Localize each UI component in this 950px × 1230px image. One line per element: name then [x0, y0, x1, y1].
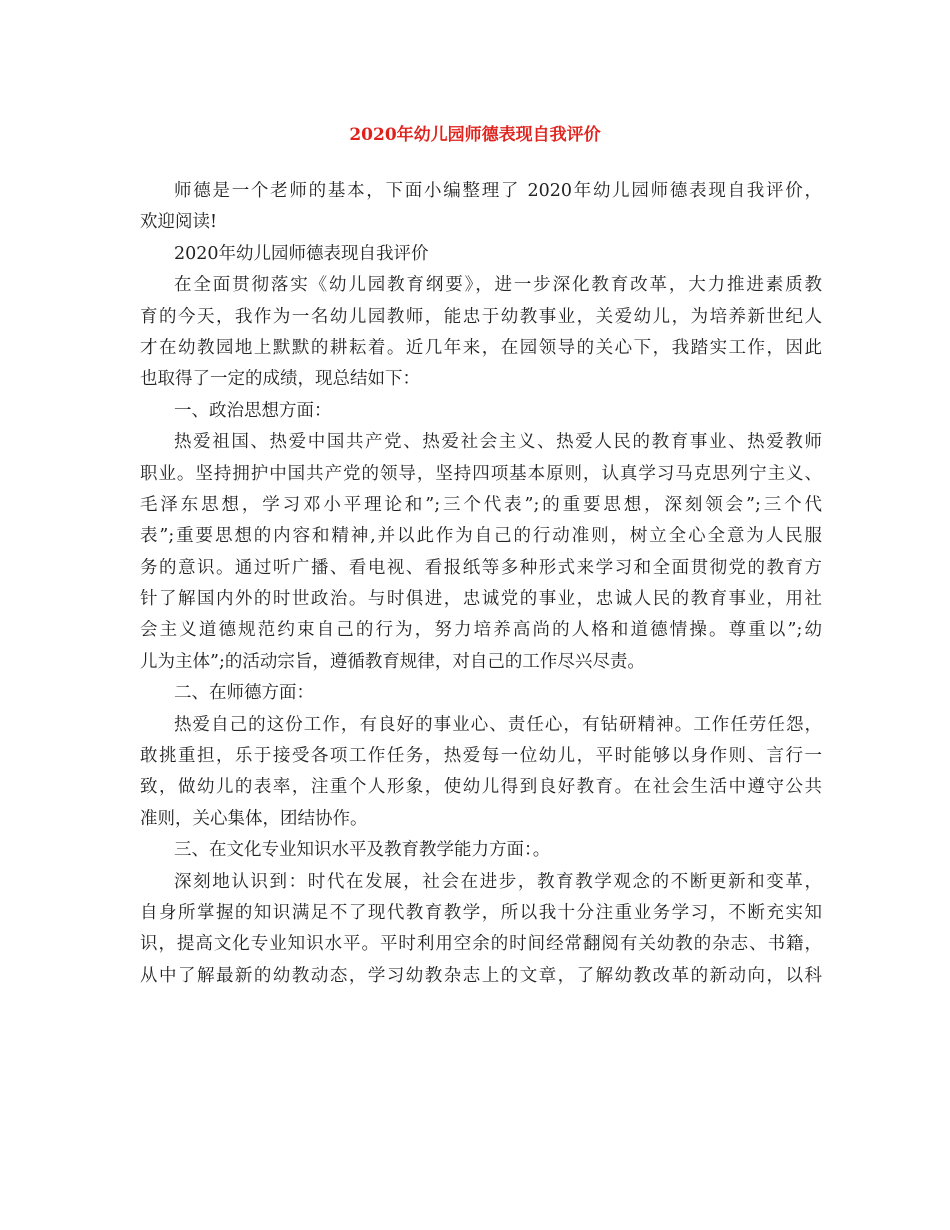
body-text-line: 准则，关心集体，团结协作。: [140, 808, 368, 829]
body-text-line: 才在幼教园地上默默的耕耘着。近几年来，在园领导的关心下，我踏实工作，因此: [140, 337, 822, 358]
body-text-line: 深刻地认识到：时代在发展，社会在进步，教育教学观念的不断更新和变革，: [174, 871, 822, 892]
body-text-line: 儿为主体”;的活动宗旨，遵循教育规律，对自己的工作尽兴尽责。: [140, 651, 645, 672]
body-text-line: 二、在师德方面：: [174, 683, 314, 704]
body-text-line: 致，做幼儿的表率，注重个人形象，使幼儿得到良好教育。在社会生活中遵守公共: [140, 777, 822, 798]
body-text-line: 务的意识。通过听广播、看电视、看报纸等多种形式来学习和全面贯彻党的教育方: [140, 557, 822, 578]
body-text-line: 从中了解最新的幼教动态，学习幼教杂志上的文章，了解幼教改革的新动向，以科: [140, 965, 822, 986]
body-text-line: 一、政治思想方面：: [174, 400, 332, 421]
body-text-line: 表”;重要思想的内容和精神,并以此作为自己的行动准则，树立全心全意为人民服: [140, 526, 822, 547]
body-text-line: 识，提高文化专业知识水平。平时利用空余的时间经常翻阅有关幼教的杂志、书籍，: [140, 934, 822, 955]
body-text-line: 会主义道德规范约束自己的行为，努力培养高尚的人格和道德情操。尊重以”;幼: [140, 620, 822, 641]
body-text-line: 热爱祖国、热爱中国共产党、热爱社会主义、热爱人民的教育事业、热爱教师: [174, 432, 822, 453]
document-title: 2020年幼儿园师德表现自我评价: [349, 125, 601, 145]
body-text-line: 针了解国内外的时世政治。与时俱进，忠诚党的事业，忠诚人民的教育事业，用社: [140, 589, 822, 610]
body-text-line: 欢迎阅读!: [140, 212, 218, 233]
body-text-line: 敢挑重担，乐于接受各项工作任务，热爱每一位幼儿，平时能够以身作则、言行一: [140, 746, 822, 767]
body-text-line: 也取得了一定的成绩，现总结如下：: [140, 369, 420, 390]
body-text-line: 职业。坚持拥护中国共产党的领导，坚持四项基本原则，认真学习马克思列宁主义、: [140, 463, 822, 484]
document-body: [140, 176, 822, 992]
body-text-line: 热爱自己的这份工作，有良好的事业心、责任心，有钻研精神。工作任劳任怨，: [174, 714, 822, 735]
body-text-line: 2020年幼儿园师德表现自我评价: [174, 243, 429, 264]
body-text-line: 自身所掌握的知识满足不了现代教育教学，所以我十分注重业务学习，不断充实知: [140, 902, 822, 923]
body-text-line: 在全面贯彻落实《幼儿园教育纲要》，进一步深化教育改革，大力推进素质教: [174, 275, 822, 296]
body-text-line: 毛泽东思想，学习邓小平理论和”;三个代表”;的重要思想，深刻领会”;三个代: [140, 494, 822, 515]
body-text-line: 师德是一个老师的基本，下面小编整理了 2020年幼儿园师德表现自我评价，: [174, 181, 822, 201]
body-text-line: 育的今天，我作为一名幼儿园教师，能忠于幼教事业，关爱幼儿，为培养新世纪人: [140, 306, 822, 327]
body-text-line: 三、在文化专业知识水平及教育教学能力方面：。: [174, 840, 551, 861]
